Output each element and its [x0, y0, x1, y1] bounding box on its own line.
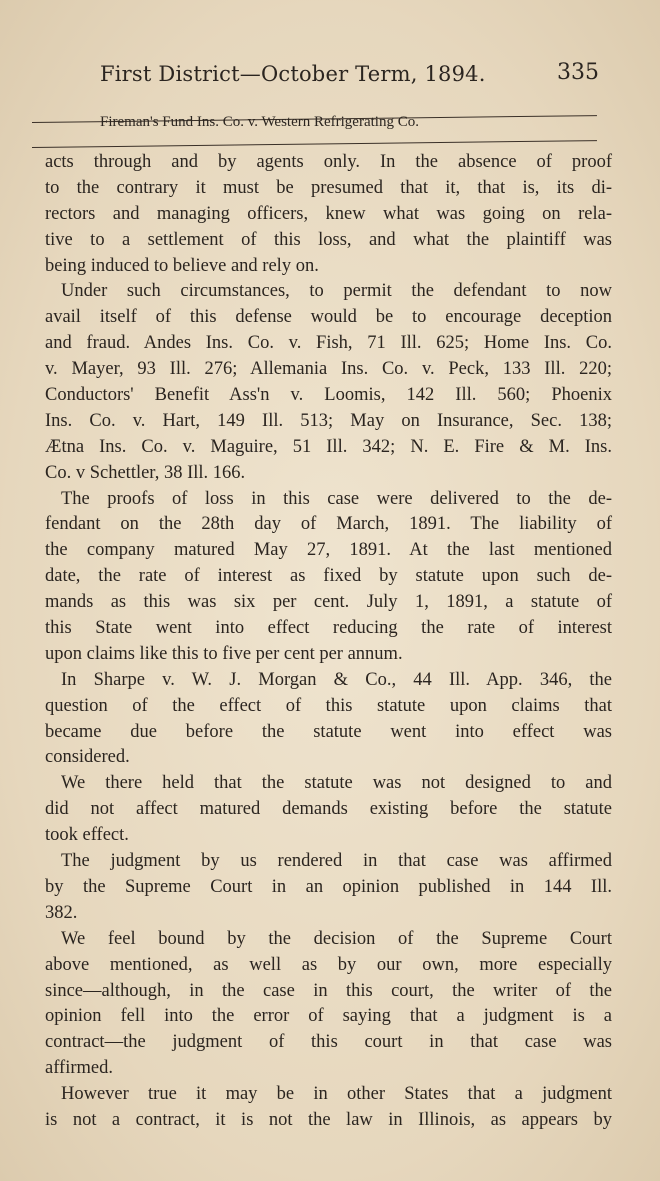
text-line: mands as this was six per cent. July 1, 1891, a statute of [45, 592, 612, 613]
text-line: since—although, in the case in this court, the writer of the [45, 980, 612, 1001]
header-rule-bottom [32, 140, 597, 148]
body-text [45, 150, 612, 1134]
text-line: v. Mayer, 93 Ill. 276; Allemania Ins. Co. v. Peck, 133 Ill. 220; [45, 359, 612, 380]
text-line: Ins. Co. v. Hart, 149 Ill. 513; May on Insurance, Sec. 138; [45, 410, 612, 431]
text-line: Under such circumstances, to permit the defendant to now [61, 281, 612, 302]
text-line: We feel bound by the decision of the Supreme Court [61, 928, 612, 949]
text-line: above mentioned, as well as by our own, more especially [45, 954, 612, 975]
text-line: became due before the statute went into effect was [45, 721, 612, 742]
text-line: did not affect matured demands existing before the statute [45, 799, 612, 820]
text-line: Conductors' Benefit Ass'n v. Loomis, 142 Ill. 560; Phoenix [45, 385, 612, 406]
text-line: The proofs of loss in this case were delivered to the de- [61, 488, 612, 509]
text-line: fendant on the 28th day of March, 1891. The liability of [45, 514, 612, 535]
text-line: 382. [45, 902, 78, 923]
text-line: date, the rate of interest as fixed by statute upon such de- [45, 566, 612, 587]
text-line: being induced to believe and rely on. [45, 255, 319, 276]
text-line: opinion fell into the error of saying that a judgment is a [45, 1006, 612, 1027]
running-head: First District—October Term, 1894. [100, 62, 486, 86]
text-line: this State went into effect reducing the rate of interest [45, 618, 612, 639]
text-line: rectors and managing officers, knew what was going on rela- [45, 203, 612, 224]
text-line: considered. [45, 747, 130, 768]
text-line: acts through and by agents only. In the absence of proof [45, 152, 612, 172]
text-line: contract—the judgment of this court in that case was [45, 1032, 612, 1053]
text-line: We there held that the statute was not designed to and [61, 773, 612, 794]
text-line: Ætna Ins. Co. v. Maguire, 51 Ill. 342; N. E. Fire & M. Ins. [45, 436, 612, 457]
text-line: In Sharpe v. W. J. Morgan & Co., 44 Ill. App. 346, the [61, 669, 612, 690]
text-line: to the contrary it must be presumed that it, that is, its di- [45, 177, 612, 198]
text-line: the company matured May 27, 1891. At the last mentioned [45, 540, 612, 561]
text-line: tive to a settlement of this loss, and what the plaintiff was [45, 229, 612, 250]
text-line: upon claims like this to five per cent per annum. [45, 643, 403, 664]
text-line: affirmed. [45, 1058, 113, 1079]
text-line: took effect. [45, 825, 129, 846]
text-line: Co. v Schettler, 38 Ill. 166. [45, 462, 246, 483]
text-line: question of the effect of this statute upon claims that [45, 695, 612, 716]
case-caption: Fireman's Fund Ins. Co. v. Western Refrigerating Co. [100, 114, 419, 130]
page-number: 335 [557, 60, 599, 85]
text-line: and fraud. Andes Ins. Co. v. Fish, 71 Ill. 625; Home Ins. Co. [45, 333, 612, 354]
text-line: However true it may be in other States that a judgment [61, 1084, 612, 1105]
text-line: avail itself of this defense would be to encourage deception [45, 307, 612, 328]
text-line: is not a contract, it is not the law in Illinois, as appears by [45, 1109, 612, 1130]
text-line: The judgment by us rendered in that case was affirmed [61, 851, 612, 872]
text-line: by the Supreme Court in an opinion published in 144 Ill. [45, 876, 612, 897]
